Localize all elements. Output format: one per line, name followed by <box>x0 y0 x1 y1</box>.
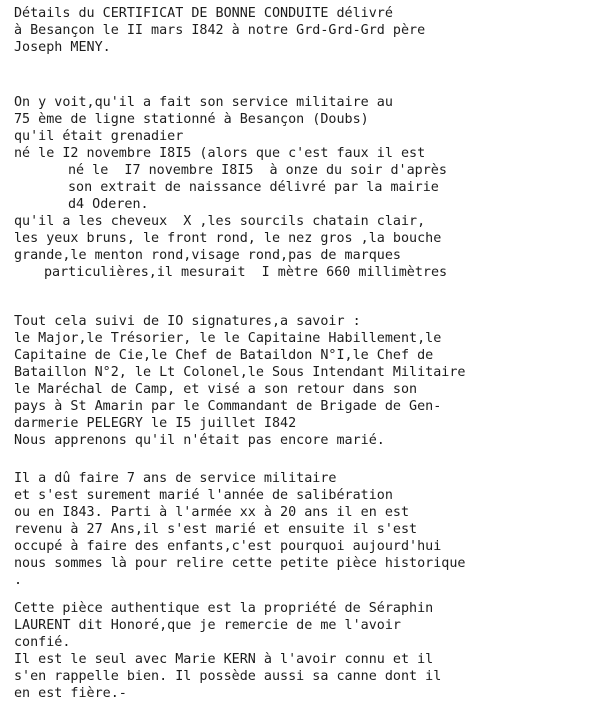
text-line: à Besançon le II mars I842 à notre Grd-Grd-Grd père <box>14 23 426 38</box>
text-line: Il a dû faire 7 ans de service militaire <box>14 471 337 486</box>
text-line: et s'est surement marié l'année de salibération <box>14 488 393 503</box>
text-line: Il est le seul avec Marie KERN à l'avoir connu et il <box>14 652 434 667</box>
text-line: les yeux bruns, le front rond, le nez gros ,la bouche <box>14 231 442 246</box>
text-line: né le I7 novembre I8I5 à onze du soir d'après <box>68 163 447 178</box>
text-line: nous sommes là pour relire cette petite pièce historique <box>14 556 466 571</box>
text-line: qu'il était grenadier <box>14 129 184 144</box>
text-line: le Major,le Trésorier, le le Capitaine Habillement,le <box>14 331 442 346</box>
text-line: le Maréchal de Camp, et visé a son retour dans son <box>14 382 418 397</box>
paragraph-service <box>14 470 465 589</box>
paragraph-header <box>14 5 425 56</box>
text-line: Nous apprenons qu'il n'était pas encore marié. <box>14 433 385 448</box>
text-line: particulières,il mesurait I mètre 660 millimètres <box>44 265 448 280</box>
text-line: darmerie PELEGRY le I5 juillet I842 <box>14 416 297 431</box>
text-line: son extrait de naissance délivré par la mairie <box>68 180 439 195</box>
text-line: confié. <box>14 635 71 650</box>
text-line: qu'il a les cheveux X ,les sourcils chatain clair, <box>14 214 426 229</box>
text-line: pays à St Amarin par le Commandant de Brigade de Gen- <box>14 399 442 414</box>
paragraph-description <box>14 94 447 281</box>
paragraph-ownership <box>14 600 441 702</box>
paragraph-signatures <box>14 313 465 449</box>
text-line: occupé à faire des enfants,c'est pourquoi aujourd'hui <box>14 539 442 554</box>
text-line: . <box>14 573 23 588</box>
text-line: Cette pièce authentique est la propriété de Séraphin <box>14 601 434 616</box>
text-line: Capitaine de Cie,le Chef de Bataildon N°I,le Chef de <box>14 348 434 363</box>
text-line: revenu à 27 Ans,il s'est marié et ensuite il s'est <box>14 522 418 537</box>
text-line: né le I2 novembre I8I5 (alors que c'est faux il est <box>14 146 426 161</box>
text-line: Tout cela suivi de IO signatures,a savoir : <box>14 314 361 329</box>
text-line: d4 Oderen. <box>68 197 149 212</box>
text-line: ou en I843. Parti à l'armée xx à 20 ans il en est <box>14 505 410 520</box>
text-line: 75 ème de ligne stationné à Besançon (Doubs) <box>14 112 369 127</box>
text-line: grande,le menton rond,visage rond,pas de marques <box>14 248 401 263</box>
text-line: On y voit,qu'il a fait son service militaire au <box>14 95 393 110</box>
text-line: Bataillon N°2, le Lt Colonel,le Sous Intendant Militaire <box>14 365 466 380</box>
text-line: s'en rappelle bien. Il possède aussi sa canne dont il <box>14 669 442 684</box>
text-line: LAURENT dit Honoré,que je remercie de me l'avoir <box>14 618 401 633</box>
text-line: en est fière.- <box>14 686 127 701</box>
text-line: Détails du CERTIFICAT DE BONNE CONDUITE délivré <box>14 6 393 21</box>
text-line: Joseph MENY. <box>14 40 111 55</box>
